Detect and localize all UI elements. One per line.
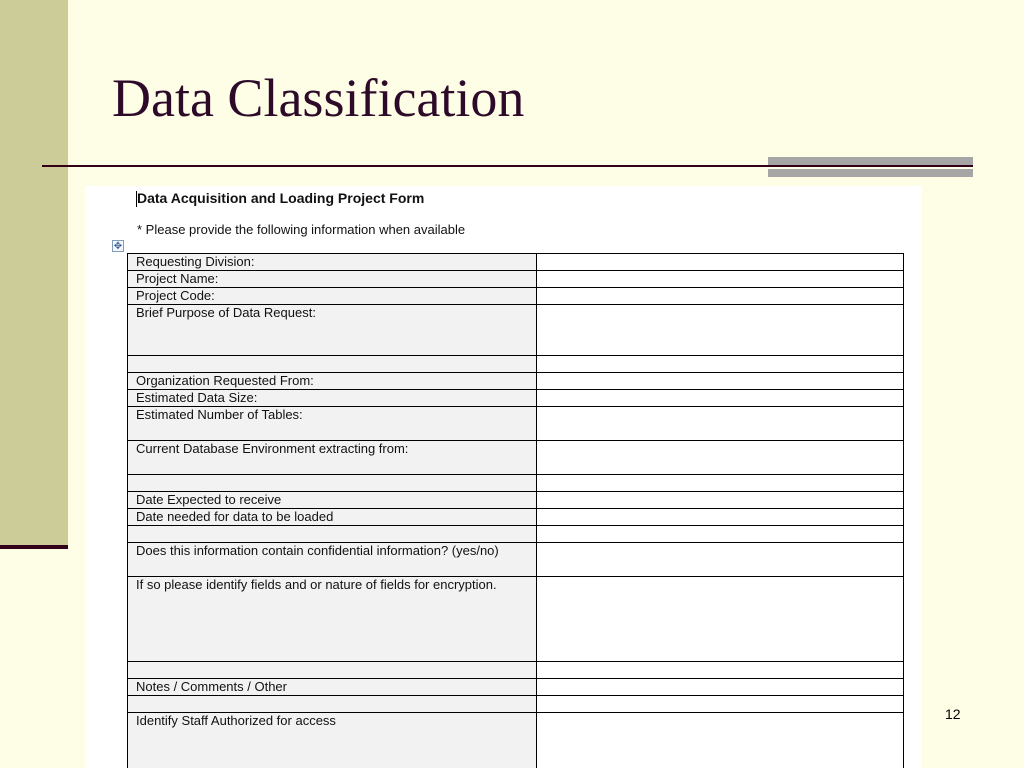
field-label-brief-purpose: Brief Purpose of Data Request: [128, 305, 537, 356]
table-row [128, 577, 904, 662]
table-row [128, 679, 904, 696]
field-label-requesting-division: Requesting Division: [128, 254, 537, 271]
form-document [85, 186, 922, 768]
field-value-number-of-tables[interactable] [537, 407, 904, 441]
table-row [128, 543, 904, 577]
page-number: 12 [945, 706, 961, 722]
table-row [128, 475, 904, 492]
table-row [128, 305, 904, 356]
field-label-blank-5 [128, 696, 537, 713]
table-row [128, 509, 904, 526]
field-value-data-size[interactable] [537, 390, 904, 407]
field-label-project-name: Project Name: [128, 271, 537, 288]
table-row [128, 526, 904, 543]
field-value-date-expected[interactable] [537, 492, 904, 509]
field-value-blank-4[interactable] [537, 662, 904, 679]
field-label-staff-authorized: Identify Staff Authorized for access [128, 713, 537, 768]
side-accent-bar [0, 0, 68, 545]
field-label-confidential: Does this information contain confidential information? (yes/no) [128, 543, 537, 577]
table-row [128, 390, 904, 407]
table-row [128, 441, 904, 475]
form-note: * Please provide the following information when available [137, 222, 466, 237]
table-row [128, 713, 904, 768]
side-accent-line [0, 545, 68, 549]
field-value-requesting-division[interactable] [537, 254, 904, 271]
field-value-project-code[interactable] [537, 288, 904, 305]
field-value-confidential[interactable] [537, 543, 904, 577]
field-label-database-environment: Current Database Environment extracting from: [128, 441, 537, 475]
table-row [128, 254, 904, 271]
field-value-organization[interactable] [537, 373, 904, 390]
field-label-notes: Notes / Comments / Other [128, 679, 537, 696]
field-value-blank-1[interactable] [537, 356, 904, 373]
form-title: Data Acquisition and Loading Project Form [137, 190, 425, 206]
field-value-blank-3[interactable] [537, 526, 904, 543]
field-value-date-needed[interactable] [537, 509, 904, 526]
slide-title: Data Classification [112, 68, 525, 128]
move-arrows-icon[interactable]: ✥ [113, 241, 123, 252]
field-label-blank-3 [128, 526, 537, 543]
field-value-blank-2[interactable] [537, 475, 904, 492]
divider-accent-bar-top [768, 157, 973, 165]
table-row [128, 271, 904, 288]
field-value-brief-purpose[interactable] [537, 305, 904, 356]
field-value-project-name[interactable] [537, 271, 904, 288]
field-label-date-expected: Date Expected to receive [128, 492, 537, 509]
table-row [128, 696, 904, 713]
table-row [128, 407, 904, 441]
field-label-number-of-tables: Estimated Number of Tables: [128, 407, 537, 441]
field-label-blank-1 [128, 356, 537, 373]
field-label-date-needed: Date needed for data to be loaded [128, 509, 537, 526]
field-value-database-environment[interactable] [537, 441, 904, 475]
divider-accent-bar-bottom [768, 169, 973, 177]
field-label-blank-2 [128, 475, 537, 492]
table-row [128, 492, 904, 509]
field-value-notes[interactable] [537, 679, 904, 696]
table-row [128, 356, 904, 373]
form-table [127, 253, 904, 768]
field-label-data-size: Estimated Data Size: [128, 390, 537, 407]
field-value-staff-authorized[interactable] [537, 713, 904, 768]
field-label-encryption-fields: If so please identify fields and or nature of fields for encryption. [128, 577, 537, 662]
field-label-blank-4 [128, 662, 537, 679]
field-value-blank-5[interactable] [537, 696, 904, 713]
table-row [128, 288, 904, 305]
table-row [128, 662, 904, 679]
field-label-organization: Organization Requested From: [128, 373, 537, 390]
field-label-project-code: Project Code: [128, 288, 537, 305]
field-value-encryption-fields[interactable] [537, 577, 904, 662]
divider-accent [768, 157, 973, 179]
table-row [128, 373, 904, 390]
